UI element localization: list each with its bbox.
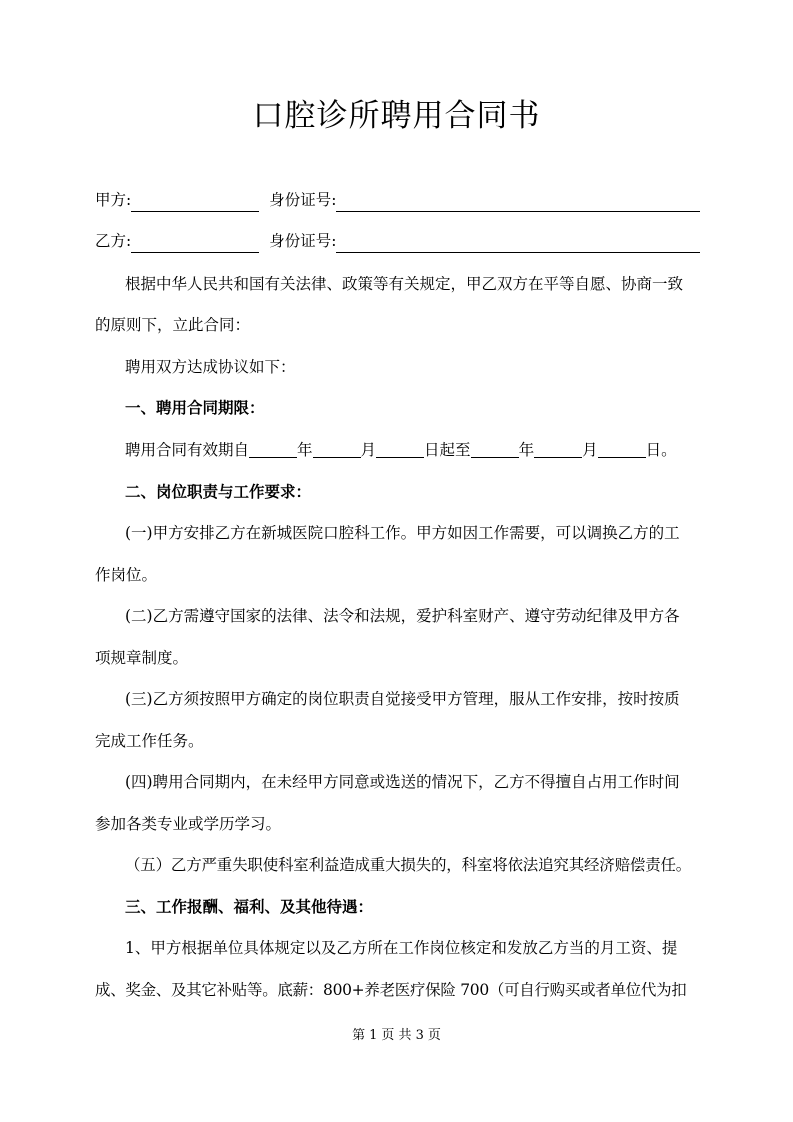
duty-item-2-line-1: (二)乙方需遵守国家的法律、法令和法规，爱护科室财产、遵守劳动纪律及甲方各 xyxy=(125,607,680,625)
party-a-id-label: 身份证号: xyxy=(269,191,337,209)
start-year-blank xyxy=(249,441,297,458)
contract-term-line xyxy=(95,438,700,462)
agreement-intro: 聘用双方达成协议如下： xyxy=(125,358,296,376)
duty-item-5-line-1: （五）乙方严重失职使科室利益造成重大损失的，科室将依法追究其经济赔偿责任。 xyxy=(125,856,692,874)
party-b-label: 乙方: xyxy=(95,232,132,250)
term-month2-label: 月 xyxy=(582,441,598,459)
pay-item-1-line-2: 成、奖金、及其它补贴等。底薪：800+养老医疗保险 700（可自行购买或者单位代为扣 xyxy=(95,981,687,999)
intro-line-1: 根据中华人民共和国有关法律、政策等有关规定，甲乙双方在平等自愿、协商一致 xyxy=(125,275,684,293)
start-day-blank xyxy=(376,441,424,458)
end-day-blank xyxy=(598,441,646,458)
footer-prefix: 第 xyxy=(352,1028,366,1043)
term-year-label: 年 xyxy=(297,441,313,459)
footer-suffix: 页 xyxy=(427,1028,441,1043)
term-day-end-label: 日。 xyxy=(645,441,677,459)
duty-item-4-line-1: (四)聘用合同期内，在未经甲方同意或选送的情况下，乙方不得擅自占用工作时间 xyxy=(125,773,680,791)
end-month-blank xyxy=(534,441,582,458)
duty-item-4-line-2: 参加各类专业或学历学习。 xyxy=(95,815,282,833)
end-year-blank xyxy=(471,441,519,458)
duty-item-3-line-1: (三)乙方须按照甲方确定的岗位职责自觉接受甲方管理，服从工作安排，按时按质 xyxy=(125,690,680,708)
footer-mid: 页 共 xyxy=(381,1028,412,1043)
party-b-line xyxy=(95,229,700,253)
party-b-id-blank xyxy=(336,236,700,253)
page-title: 口腔诊所聘用合同书 xyxy=(252,98,541,134)
duty-item-1-line-1: (一)甲方安排乙方在新城医院口腔科工作。甲方如因工作需要，可以调换乙方的工 xyxy=(125,524,680,542)
section-1-heading: 一、聘用合同期限： xyxy=(125,399,265,417)
duty-item-3-line-2: 完成工作任务。 xyxy=(95,732,204,750)
term-month-label: 月 xyxy=(360,441,377,459)
party-a-label: 甲方: xyxy=(95,191,132,209)
term-year2-label: 年 xyxy=(518,441,535,459)
party-a-line xyxy=(95,188,700,212)
term-prefix: 聘用合同有效期自 xyxy=(125,441,250,459)
intro-line-2: 的原则下，立此合同： xyxy=(95,316,251,334)
party-b-name-blank xyxy=(131,236,259,253)
term-day-from-label: 日起至 xyxy=(424,441,471,459)
party-a-id-blank xyxy=(336,195,700,212)
pay-item-1-line-1: 1、甲方根据单位具体规定以及乙方所在工作岗位核定和发放乙方当的月工资、提 xyxy=(125,939,678,957)
party-b-id-label: 身份证号: xyxy=(269,232,337,250)
duty-item-1-line-2: 作岗位。 xyxy=(95,566,158,584)
page-footer xyxy=(0,1027,793,1045)
start-month-blank xyxy=(313,441,361,458)
duty-item-2-line-2: 项规章制度。 xyxy=(95,649,189,667)
section-2-heading: 二、岗位职责与工作要求： xyxy=(125,483,312,501)
section-3-heading: 三、工作报酬、福利、及其他待遇： xyxy=(125,898,374,916)
footer-total-pages: 3 xyxy=(415,1028,424,1043)
party-a-name-blank xyxy=(131,195,259,212)
footer-page-number: 1 xyxy=(369,1028,378,1043)
